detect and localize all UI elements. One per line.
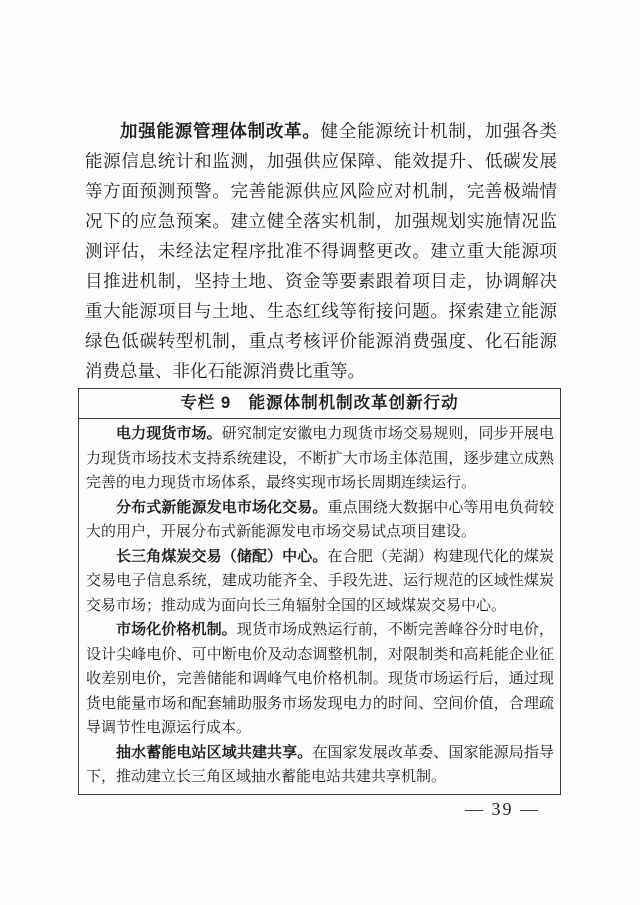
box-paragraph — [86, 422, 554, 496]
box-paragraph-text: 在合肥（芜湖）构建现代化的煤炭交易电子信息系统，建成功能齐全、手段先进、运行规范的区域性煤炭交易市场；推动成为面向长三角辐射全国的区域煤炭交易中心。 — [86, 548, 554, 614]
body-paragraph-lead: 加强能源管理体制改革。 — [120, 121, 321, 141]
page-content — [85, 116, 557, 795]
box-paragraph — [86, 496, 554, 545]
box-paragraph — [86, 618, 554, 741]
box-paragraph-lead: 电力现货市场。 — [116, 425, 222, 442]
body-paragraph — [85, 116, 557, 386]
box-paragraph-text: 重点围绕大数据中心等用电负荷较大的用户，开展分布式新能源发电市场交易试点项目建设。 — [86, 499, 554, 540]
body-paragraph-text: 健全能源统计机制，加强各类能源信息统计和监测，加强供应保障、能效提升、低碳发展等方面预测预警。完善能源供应风险应对机制，完善极端情况下的应急预案。建立健全落实机制，加强规划实施情况监测评估，未经法定程序批准不得调整更改。建立重大能源项目推进机制，坚持土地、资金等要素跟着项目走，协调解决重大能源项目与土地、生态红线等衔接问题。探索建立能源绿色低碳转型机制，重点考核评价能源消费强度、化石能源消费总量、非化石能源消费比重等。 — [85, 121, 558, 381]
box-paragraph-lead: 分布式新能源发电市场化交易。 — [116, 498, 328, 516]
column-box-title: 专栏 9 能源体制机制改革创新行动 — [79, 389, 560, 419]
page-number: — 39 — — [465, 799, 540, 819]
box-paragraph-lead: 抽水蓄能电站区域共建共享。 — [116, 743, 313, 761]
box-paragraph — [86, 741, 554, 790]
box-paragraph-lead: 市场化价格机制。 — [116, 621, 237, 638]
box-paragraph-text: 现货市场成熟运行前，不断完善峰谷分时电价，设计尖峰电价、可中断电价及动态调整机制，对限制类和高耗能企业征收差别电价，完善储能和调峰气电价格机制。现货市场运行后，通过现货电能量市场和配套辅助服务市场发现电力的时间、空间价值，合理疏导调节性电源运行成本。 — [86, 622, 554, 736]
column-box-body — [79, 419, 560, 794]
box-paragraph — [86, 545, 554, 619]
column-box — [78, 388, 561, 795]
box-paragraph-lead: 长三角煤炭交易（储配）中心。 — [116, 547, 328, 565]
box-paragraph-text: 研究制定安徽电力现货市场交易规则，同步开展电力现货市场技术支持系统建设，不断扩大市场主体范围，逐步建立成熟完善的电力现货市场体系，最终实现市场长周期连续运行。 — [86, 426, 554, 491]
box-paragraph-text: 在国家发展改革委、国家能源局指导下，推动建立长三角区域抽水蓄能电站共建共享机制。 — [86, 744, 554, 785]
